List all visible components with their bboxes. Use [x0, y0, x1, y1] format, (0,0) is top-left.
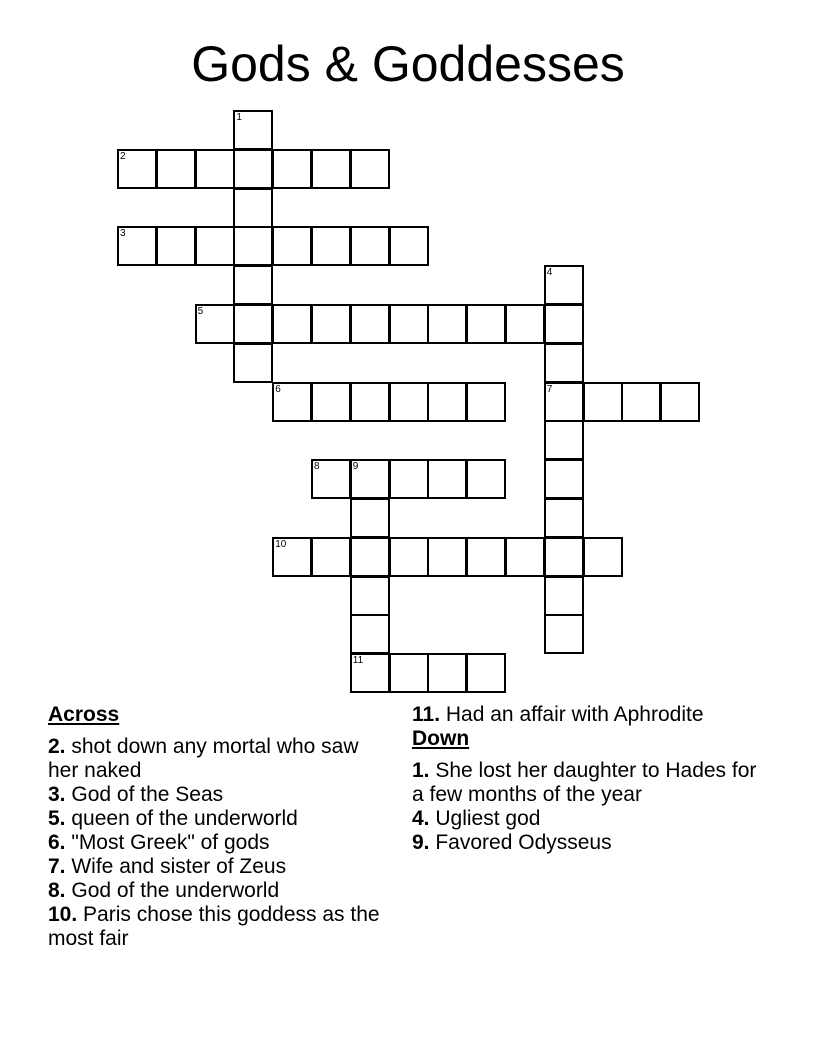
grid-cell[interactable] [544, 343, 584, 383]
grid-cell[interactable] [389, 226, 429, 266]
clue-across-3: 3. God of the Seas [48, 783, 224, 806]
grid-cell[interactable] [233, 188, 273, 228]
grid-cell[interactable] [583, 382, 623, 422]
grid-cell[interactable] [389, 382, 429, 422]
grid-cell[interactable] [272, 537, 312, 577]
grid-cell[interactable] [272, 304, 312, 344]
grid-cell[interactable] [233, 110, 273, 150]
clues-right-column [412, 703, 772, 855]
grid-cell[interactable] [350, 459, 390, 499]
grid-cell[interactable] [544, 614, 584, 654]
grid-cell[interactable] [389, 304, 429, 344]
grid-cell[interactable] [350, 149, 390, 189]
grid-cell[interactable] [350, 304, 390, 344]
clue-down-1: 1. She lost her daughter to Hades for a few months of the year [412, 759, 757, 806]
grid-cell[interactable] [427, 382, 467, 422]
grid-cell[interactable] [389, 459, 429, 499]
grid-cell[interactable] [117, 226, 157, 266]
grid-cell[interactable] [466, 304, 506, 344]
grid-cell[interactable] [272, 149, 312, 189]
grid-cell[interactable] [117, 149, 157, 189]
grid-cell[interactable] [195, 149, 235, 189]
grid-cell[interactable] [466, 653, 506, 693]
grid-cell[interactable] [272, 382, 312, 422]
clue-across-2: 2. shot down any mortal who saw her naked [48, 735, 359, 782]
grid-cell-number: 4 [546, 267, 553, 279]
across-heading: Across [48, 703, 120, 726]
clue-across-5: 5. queen of the underworld [48, 807, 298, 830]
grid-cell-number: 6 [275, 383, 281, 395]
grid-cell[interactable] [156, 226, 196, 266]
clue-down-9: 9. Favored Odysseus [412, 831, 612, 854]
grid-cell[interactable] [350, 498, 390, 538]
grid-cell[interactable] [544, 382, 584, 422]
grid-cell-number: 2 [120, 150, 126, 162]
grid-cell[interactable] [466, 537, 506, 577]
grid-cell[interactable] [350, 382, 390, 422]
grid-cell[interactable] [583, 537, 623, 577]
grid-cell[interactable] [544, 498, 584, 538]
grid-cell[interactable] [233, 343, 273, 383]
grid-cell[interactable] [272, 226, 312, 266]
grid-cell[interactable] [427, 459, 467, 499]
grid-cell[interactable] [350, 576, 390, 616]
grid-cell[interactable] [544, 576, 584, 616]
grid-cell[interactable] [195, 304, 235, 344]
grid-cell-number: 10 [275, 538, 287, 550]
clue-across-8: 8. God of the underworld [48, 879, 280, 902]
clue-across-6: 6. "Most Greek" of gods [48, 831, 270, 854]
grid-cell[interactable] [544, 304, 584, 344]
grid-cell[interactable] [350, 226, 390, 266]
grid-cell[interactable] [233, 265, 273, 305]
grid-cell[interactable] [544, 420, 584, 460]
grid-cell[interactable] [544, 537, 584, 577]
clue-across-11: 11. Had an affair with Aphrodite [412, 703, 704, 726]
clue-down-4: 4. Ugliest god [412, 807, 541, 830]
grid-cell[interactable] [466, 459, 506, 499]
grid-cell-number: 7 [546, 383, 553, 395]
grid-cell[interactable] [311, 304, 351, 344]
grid-cell[interactable] [350, 614, 390, 654]
grid-cell[interactable] [156, 149, 196, 189]
grid-cell[interactable] [350, 537, 390, 577]
grid-cell[interactable] [233, 226, 273, 266]
grid-cell[interactable] [427, 537, 467, 577]
grid-cell[interactable] [505, 537, 545, 577]
grid-cell[interactable] [389, 653, 429, 693]
grid-cell-number: 3 [120, 228, 126, 240]
grid-cell-number: 5 [197, 306, 204, 317]
grid-cell[interactable] [195, 226, 235, 266]
grid-cell[interactable] [350, 653, 390, 693]
grid-cell[interactable] [233, 149, 273, 189]
grid-cell[interactable] [621, 382, 661, 422]
grid-cell[interactable] [311, 382, 351, 422]
grid-cell[interactable] [389, 537, 429, 577]
grid-cell[interactable] [466, 382, 506, 422]
grid-cell[interactable] [544, 265, 584, 305]
grid-cell[interactable] [505, 304, 545, 344]
grid-cell[interactable] [427, 653, 467, 693]
page-title: Gods & Goddesses [191, 36, 625, 92]
clues-left-column [48, 703, 388, 951]
grid-cell[interactable] [311, 226, 351, 266]
grid-cell[interactable] [660, 382, 700, 422]
grid-cell-number: 11 [352, 655, 364, 667]
grid-cell[interactable] [311, 149, 351, 189]
grid-cell[interactable] [544, 459, 584, 499]
down-heading: Down [412, 727, 470, 750]
grid-cell[interactable] [311, 459, 351, 499]
grid-cell[interactable] [427, 304, 467, 344]
clue-across-10: 10. Paris chose this goddess as the most fair [48, 903, 380, 950]
clue-across-7: 7. Wife and sister of Zeus [48, 855, 287, 878]
grid-cell[interactable] [311, 537, 351, 577]
grid-cell[interactable] [233, 304, 273, 344]
grid-cell-number: 8 [314, 461, 320, 473]
grid-cell-number: 1 [236, 112, 242, 123]
grid-cell-number: 9 [352, 461, 359, 473]
